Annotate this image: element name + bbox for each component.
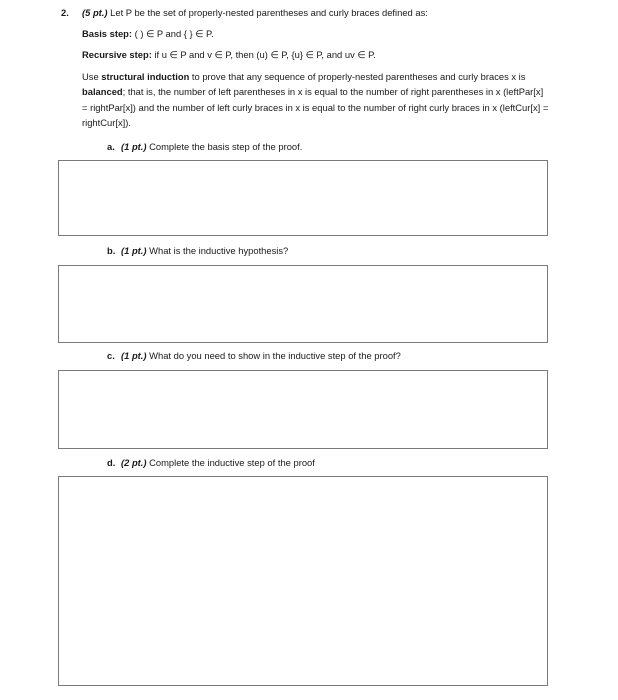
- recursive-step-text: if u ∈ P and v ∈ P, then (u) ∈ P, {u} ∈ P, and uv ∈ P.: [151, 49, 376, 60]
- instructions-rest: ; that is, the number of left parentheses in x is equal to the number of right parentheses in x (leftPar[x] = rightPar[x]) and the number of left curly braces in x is equal to the number of right curly braces in x (leftCur[x] = rightCur[x]).: [82, 86, 549, 128]
- part-c-label: c.: [107, 350, 115, 361]
- instructions-structural-induction: structural induction: [101, 71, 190, 82]
- part-d-points: (2 pt.): [121, 457, 147, 468]
- part-d-text: Complete the inductive step of the proof: [146, 457, 315, 468]
- part-a-answer-box[interactable]: [58, 160, 548, 236]
- part-d-label: d.: [107, 457, 116, 468]
- instructions-mid: to prove that any sequence of properly-nested parentheses and curly braces x is: [189, 71, 526, 82]
- part-d: [107, 455, 315, 470]
- part-b-points: (1 pt.): [121, 245, 147, 256]
- part-a: [107, 139, 302, 154]
- part-c: [107, 348, 401, 363]
- basis-step-text: ( ) ∈ P and { } ∈ P.: [132, 28, 214, 39]
- part-b: [107, 243, 288, 258]
- part-a-text: Complete the basis step of the proof.: [146, 141, 303, 152]
- instructions-balanced: balanced: [82, 86, 123, 98]
- part-c-text: What do you need to show in the inductive step of the proof?: [146, 350, 401, 361]
- proof-instructions: [82, 69, 550, 130]
- recursive-step: [82, 47, 376, 62]
- part-b-answer-box[interactable]: [58, 265, 548, 343]
- part-c-points: (1 pt.): [121, 350, 147, 361]
- question-points: (5 pt.): [82, 7, 108, 18]
- question-intro-text: Let P be the set of properly-nested parentheses and curly braces defined as:: [107, 7, 428, 18]
- part-b-text: What is the inductive hypothesis?: [146, 245, 289, 256]
- part-c-answer-box[interactable]: [58, 370, 548, 449]
- basis-step: [82, 26, 214, 41]
- recursive-step-label: Recursive step:: [82, 49, 152, 60]
- basis-step-label: Basis step:: [82, 28, 133, 39]
- question-intro: [82, 5, 428, 20]
- part-a-label: a.: [107, 141, 115, 152]
- part-d-answer-box[interactable]: [58, 476, 548, 686]
- question-number: 2.: [61, 7, 69, 18]
- part-b-label: b.: [107, 245, 116, 256]
- part-a-points: (1 pt.): [121, 141, 147, 152]
- instructions-use: Use: [82, 71, 102, 82]
